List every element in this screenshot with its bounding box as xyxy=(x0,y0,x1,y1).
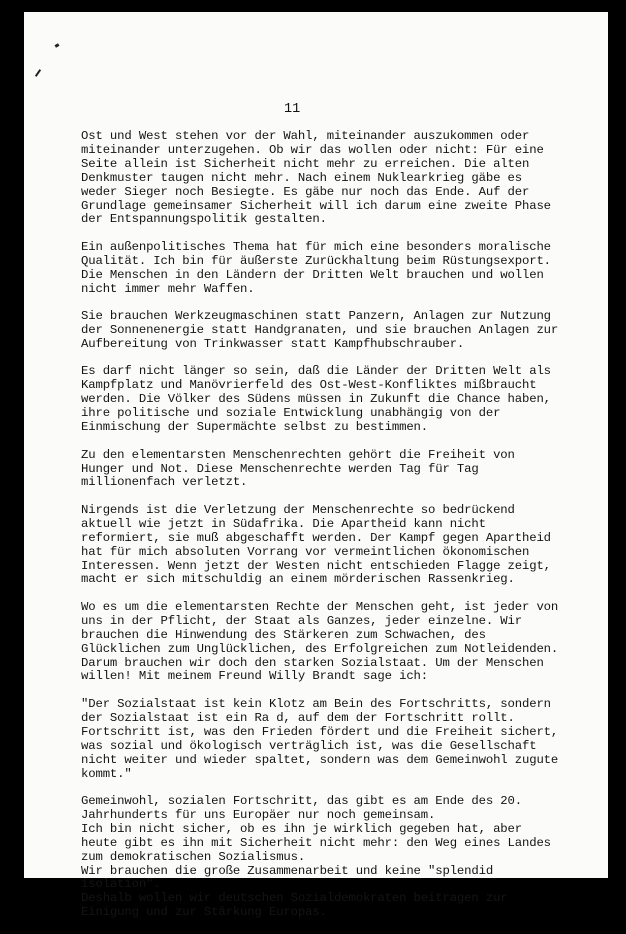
text-line: nicht weiter und wieder spaltet, sondern was dem Gemeinwohl zugute xyxy=(81,752,559,767)
paragraph xyxy=(81,310,581,352)
text-line: Nirgends ist die Verletzung der Menschenrechte so bedrückend xyxy=(81,502,515,517)
text-line: Aufbereitung von Trinkwasser statt Kampfhubschrauber. xyxy=(81,336,465,351)
text-line: kommt." xyxy=(81,766,132,781)
text-line: was sozial und ökologisch verträglich ist, was die Gesellschaft xyxy=(81,738,537,753)
text-line: uns in der Pflicht, der Staat als Ganzes, jeder einzelne. Wir xyxy=(81,613,522,628)
text-line: Grundlage gemeinsamer Sicherheit will ich darum eine zweite Phase xyxy=(81,198,551,213)
text-line: Ein außenpolitisches Thema hat für mich eine besonders moralische xyxy=(81,239,551,254)
text-line: reformiert, sie muß abgeschafft werden. Der Kampf gegen Apartheid xyxy=(81,530,551,545)
text-line: millionenfach verletzt. xyxy=(81,475,248,490)
text-line: Darum brauchen wir doch den starken Sozialstaat. Um der Menschen xyxy=(81,655,544,670)
text-line: der Entspannungspolitik gestalten. xyxy=(81,212,327,227)
text-line: Hunger und Not. Diese Menschenrechte werden Tag für Tag xyxy=(81,461,479,476)
text-line: hat für mich absoluten Vorrang vor vermeintlichen ökonomischen xyxy=(81,544,530,559)
paragraph xyxy=(81,365,581,435)
text-line: der Sozialstaat ist ein Ra d, auf dem der Fortschritt rollt. xyxy=(81,710,515,725)
text-line: Glücklichen zum Unglücklichen, des Erfolgreichen zum Notleidenden. xyxy=(81,641,559,656)
text-line: macht er sich mitschuldig an einem mörderischen Rassenkrieg. xyxy=(81,572,515,587)
text-line: Wir brauchen die große Zusammenarbeit und keine "splendid xyxy=(81,863,494,878)
text-line: Einigung und zur Stärkung Europas. xyxy=(81,905,327,920)
text-line: weder Sieger noch Besiegte. Es gäbe nur noch das Ende. Auf der xyxy=(81,184,530,199)
text-line: Zu den elementarsten Menschenrechten gehört die Freiheit von xyxy=(81,447,515,462)
paragraph xyxy=(81,449,581,491)
text-line: ihre politische und soziale Entwicklung unabhängig von der xyxy=(81,406,501,421)
text-line: Ich bin nicht sicher, ob es ihn je wirklich gegeben hat, aber xyxy=(81,821,522,836)
text-line: Einmischung der Supermächte selbst zu bestimmen. xyxy=(81,420,429,435)
page-number: 11 xyxy=(284,102,301,117)
text-line: Wo es um die elementarsten Rechte der Menschen geht, ist jeder von xyxy=(81,599,559,614)
scan-speck xyxy=(35,69,41,77)
text-line: isolation". xyxy=(81,877,161,892)
text-line: Kampfplatz und Manövrierfeld des Ost-West-Konfliktes mißbraucht xyxy=(81,378,537,393)
text-line: der Sonnenenergie statt Handgranaten, und sie brauchen Anlagen zur xyxy=(81,323,559,338)
text-line: willen! Mit meinem Freund Willy Brandt sage ich: xyxy=(81,669,429,684)
paragraph xyxy=(81,698,581,781)
body-text xyxy=(81,130,581,934)
paragraph xyxy=(81,241,581,297)
text-line: Qualität. Ich bin für äußerste Zurückhaltung beim Rüstungsexport. xyxy=(81,253,551,268)
paragraph xyxy=(81,130,581,227)
paragraph xyxy=(81,795,581,920)
text-line: werden. Die Völker des Südens müssen in Zukunft die Chance haben, xyxy=(81,392,551,407)
text-line: heute gibt es ihn mit Sicherheit nicht mehr: den Weg eines Landes xyxy=(81,835,551,850)
text-line: Gemeinwohl, sozialen Fortschritt, das gibt es am Ende des 20. xyxy=(81,794,522,808)
document-page xyxy=(24,12,608,920)
text-line: Deshalb wollen wir deutschen Sozialdemokraten beitragen zur xyxy=(81,891,508,906)
text-line: Fortschritt ist, was den Frieden fördert und die Freiheit sichert, xyxy=(81,724,559,739)
text-line: zum demokratischen Sozialismus. xyxy=(81,849,306,864)
scan-speck xyxy=(55,43,60,48)
text-line: Seite allein ist Sicherheit nicht mehr zu erreichen. Die alten xyxy=(81,156,530,171)
text-line: Ost und West stehen vor der Wahl, miteinander auszukommen oder xyxy=(81,129,530,143)
text-line: Interessen. Wenn jetzt der Westen nicht entschieden Flagge zeigt, xyxy=(81,558,551,573)
text-line: miteinander unterzugehen. Ob wir das wollen oder nicht: Für eine xyxy=(81,142,544,157)
text-line: Es darf nicht länger so sein, daß die Länder der Dritten Welt als xyxy=(81,364,551,379)
text-line: Denkmuster taugen nicht mehr. Nach einem Nuklearkrieg gäbe es xyxy=(81,170,522,185)
text-line: "Der Sozialstaat ist kein Klotz am Bein des Fortschritts, sondern xyxy=(81,696,551,711)
text-line: nicht immer mehr Waffen. xyxy=(81,281,255,296)
text-line: aktuell wie jetzt in Südafrika. Die Apartheid kann nicht xyxy=(81,516,486,531)
text-line: Die Menschen in den Ländern der Dritten Welt brauchen und wollen xyxy=(81,267,544,282)
text-line: Jahrhunderts für uns Europäer nur noch gemeinsam. xyxy=(81,807,436,822)
paragraph xyxy=(81,601,581,684)
paragraph xyxy=(81,504,581,587)
text-line: Sie brauchen Werkzeugmaschinen statt Panzern, Anlagen zur Nutzung xyxy=(81,309,551,324)
text-line: brauchen die Hinwendung des Stärkeren zum Schwachen, des xyxy=(81,627,486,642)
